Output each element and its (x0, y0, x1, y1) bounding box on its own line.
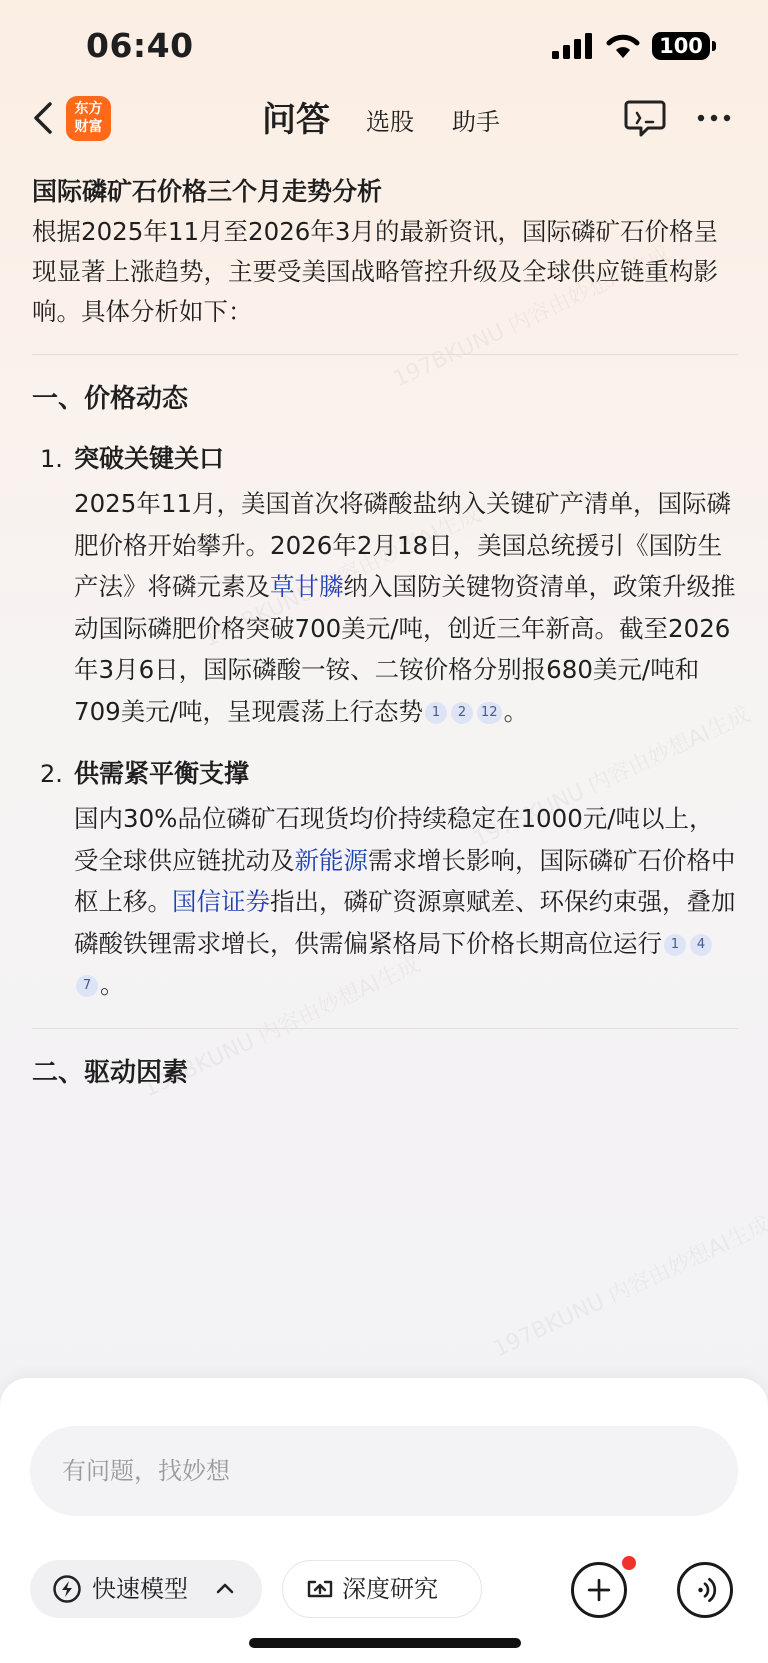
plus-icon[interactable] (571, 1562, 627, 1618)
battery-icon: 100 (652, 32, 710, 60)
citation-badge[interactable]: 7 (76, 975, 98, 997)
battery-cap (712, 41, 716, 51)
citation-badge[interactable]: 1 (664, 934, 686, 956)
citation-badge[interactable]: 1 (425, 702, 447, 724)
status-time: 06:40 (86, 26, 194, 65)
answer-title: 国际磷矿石价格三个月走势分析 (32, 177, 383, 206)
feedback-icon[interactable] (624, 98, 666, 138)
list-item (32, 754, 738, 1006)
entity-link-guosen-securities[interactable]: 国信证券 (172, 887, 270, 916)
logo-line-2: 财富 (74, 119, 103, 135)
composer-panel (0, 1378, 768, 1663)
tab-stock-picking[interactable]: 选股 (366, 108, 414, 136)
nav-bar (0, 88, 768, 150)
entity-link-glyphosate[interactable]: 草甘膦 (270, 572, 344, 601)
item-text: 纳入国防关键物资清单，政策升级推动国际磷肥价格突破700美元/吨，创近三年新高。截至2026年3月6日，国际磷酸一铵、二铵价格分别报680美元/吨和709美元/吨，呈现震荡上行态势 (74, 572, 736, 726)
cellular-signal-icon (552, 33, 594, 59)
entity-link-new-energy[interactable]: 新能源 (294, 845, 368, 875)
item-text: 国内30%品位磷矿石现货均价持续稳定在1000元/吨以上，受全球供应链扰动及 (74, 804, 714, 875)
item-number: 1. (40, 445, 63, 473)
citation-badge[interactable]: 2 (451, 702, 473, 724)
notification-dot (622, 1556, 636, 1570)
back-arrow-icon[interactable] (30, 100, 60, 136)
deep-research-label[interactable]: 深度研究 (342, 1575, 438, 1603)
divider (32, 1028, 738, 1029)
answer-intro: 根据2025年11月至2026年3月的最新资讯，国际磷矿石价格呈现显著上涨趋势，主要受美国战略管控升级及全球供应链重构影响。具体分析如下： (32, 217, 718, 326)
item-body (74, 798, 738, 1006)
home-indicator[interactable] (249, 1638, 521, 1648)
chevron-up-icon[interactable] (214, 1578, 236, 1600)
app-logo (66, 96, 111, 141)
divider (32, 354, 738, 355)
question-input[interactable] (30, 1426, 738, 1516)
status-bar (0, 0, 768, 90)
section-heading-drivers: 二、驱动因素 (32, 1057, 189, 1088)
tab-assistant[interactable]: 助手 (452, 108, 500, 136)
lightning-icon (52, 1574, 82, 1604)
citation-badge[interactable]: 4 (690, 934, 712, 956)
more-icon[interactable] (696, 106, 732, 130)
section-heading-price: 一、价格动态 (32, 384, 189, 414)
voice-icon[interactable] (677, 1562, 733, 1618)
item-body (74, 483, 738, 732)
item-number: 2. (40, 760, 63, 788)
item-title: 供需紧平衡支撑 (74, 759, 250, 788)
model-selector-label[interactable]: 快速模型 (92, 1575, 188, 1603)
item-text: 2025年11月，美国首次将磷酸盐纳入关键矿产清单，国际磷肥价格开始攀升。2026年2月18日，美国总统援引《国防生产法》将磷元素及 (74, 489, 732, 601)
watermark (488, 1208, 768, 1364)
logo-line-1: 东方 (74, 101, 103, 117)
wifi-icon (603, 30, 643, 60)
deep-research-icon (306, 1576, 334, 1602)
answer-content (32, 172, 738, 1113)
tab-qa[interactable]: 问答 (262, 100, 330, 140)
item-end: 。 (100, 970, 125, 999)
item-title: 突破关键关口 (74, 444, 225, 473)
item-text: 指出，磷矿资源禀赋差、环保约束强，叠加磷酸铁锂需求增长，供需偏紧格局下价格长期高位运行 (74, 887, 736, 958)
citation-badge[interactable]: 12 (477, 702, 502, 724)
item-text: 需求增长影响，国际磷矿石价格中枢上移。 (74, 845, 736, 916)
item-end: 。 (503, 696, 529, 726)
list-item (32, 439, 738, 732)
